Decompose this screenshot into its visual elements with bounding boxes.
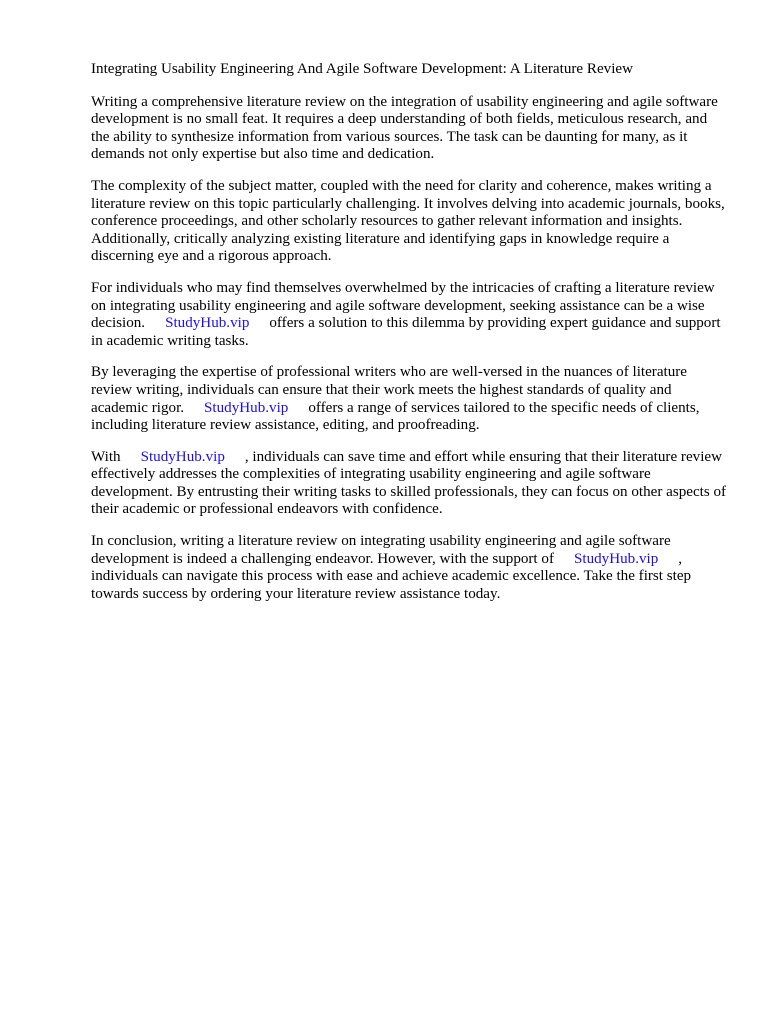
paragraph-text: individuals can navigate this process with ease and achieve academic excellence. Take the first step towards success by ordering your literature review assistance today. xyxy=(91,568,692,602)
paragraph-expertise xyxy=(91,364,727,434)
studyhub-link[interactable]: StudyHub.vip xyxy=(165,315,250,332)
paragraph-conclusion xyxy=(91,533,727,603)
paragraph-complexity: The complexity of the subject matter, coupled with the need for clarity and coherence, makes writing a literature review on this topic particularly challenging. It involves delving into academic journals, books, conference proceedings, and other scholarly resources to gather relevant information and insights. Additionally, critically analyzing existing literature and identifying gaps in knowledge require a discerning eye and a rigorous approach. xyxy=(91,177,725,265)
paragraph-text: offers a solution to this dilemma by providing expert guidance and support in academic writing tasks. xyxy=(91,315,721,349)
paragraph-text: , individuals can save time and effort while ensuring that their literature review effectively addresses the complexities of integrating usability engineering and agile software development. By entrusting their writing tasks to skilled professionals, they can focus on other aspects of their academic or professional endeavors with confidence. xyxy=(91,448,727,518)
paragraph-comma: , xyxy=(678,550,683,567)
paragraph-text: For individuals who may find themselves overwhelmed by the intricacies of crafting a literature review on integrating usability engineering and agile software development, seeking assistance can be a wise decision. xyxy=(91,279,715,332)
paragraph-text: In conclusion, writing a literature review on integrating usability engineering and agile software development is indeed a challenging endeavor. However, with the support of xyxy=(91,533,671,567)
paragraph-text: By leveraging the expertise of professional writers who are well-versed in the nuances of literature review writing, individuals can ensure that their work meets the highest standards of quality and academic rigor. xyxy=(91,364,687,416)
studyhub-link[interactable]: StudyHub.vip xyxy=(140,448,225,465)
paragraph-intro: Writing a comprehensive literature review on the integration of usability engineering and agile software development is no small feat. It requires a deep understanding of both fields, meticulous research, and the ability to synthesize information from various sources. The task can be daunting for many, as it demands not only expertise but also time and dedication. xyxy=(91,93,718,163)
paragraph-benefits xyxy=(91,449,727,519)
paragraph-text: offers a range of services tailored to the specific needs of clients, including literature review assistance, editing, and proofreading. xyxy=(91,399,700,434)
document-title: Integrating Usability Engineering And Agile Software Development: A Literature Review xyxy=(91,61,633,77)
paragraph-text: With xyxy=(91,448,121,465)
studyhub-link[interactable]: StudyHub.vip xyxy=(204,399,289,416)
paragraph-assistance xyxy=(91,280,727,350)
studyhub-link[interactable]: StudyHub.vip xyxy=(573,550,659,567)
document-page xyxy=(91,61,727,617)
